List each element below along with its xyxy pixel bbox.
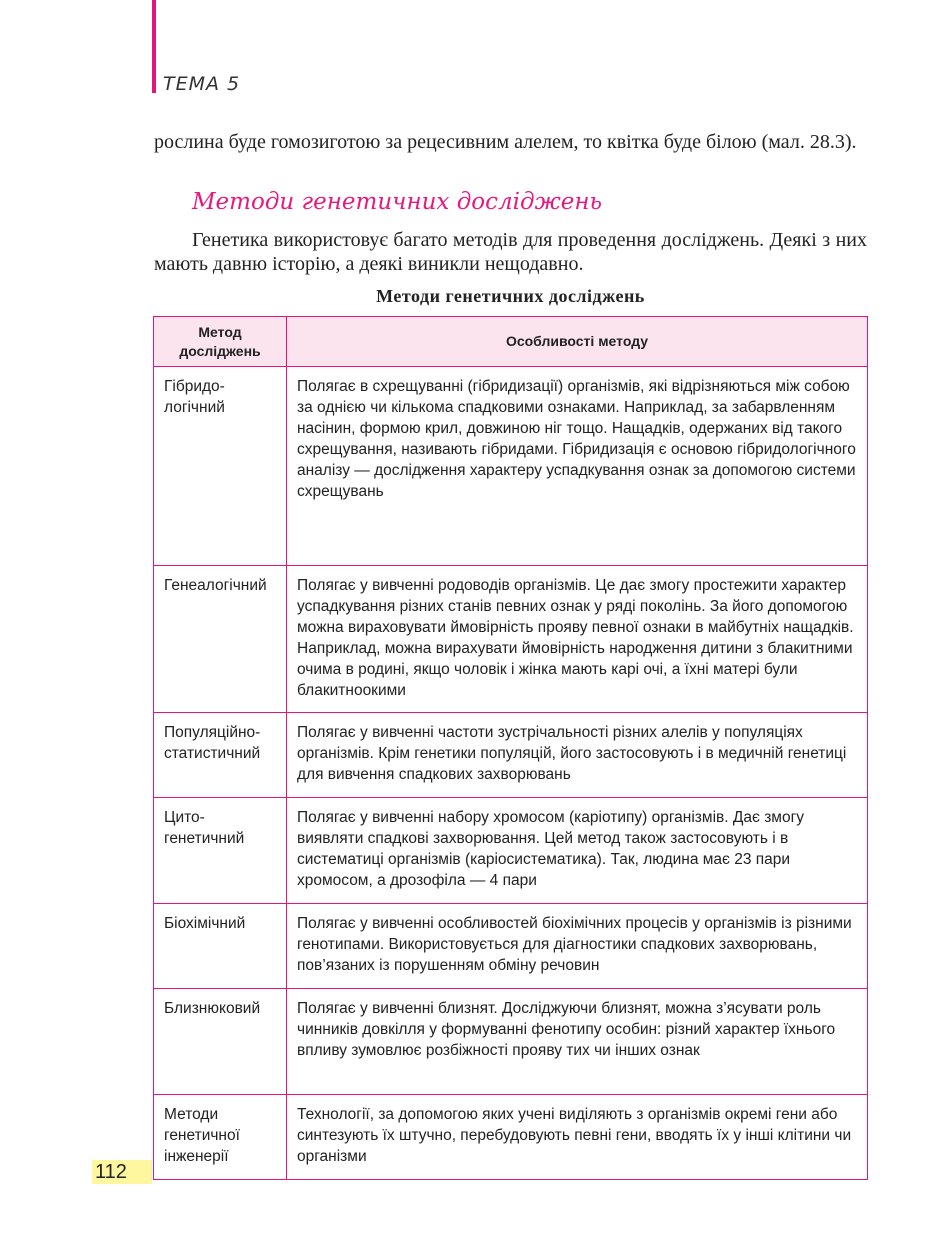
method-description: Полягає у вивченні особливостей біохімічних процесів у організмів із різними генотипами. Використовується для діагностики спадкових захворювань, пов’язаних із порушенням обміну речовин: [287, 904, 868, 989]
accent-bar: [152, 0, 156, 93]
table-caption: Методи генетичних досліджень: [376, 286, 645, 306]
intro-paragraph: рослина буде гомозиготою за рецесивним алелем, то квітка буде білою (мал. 28.3).: [154, 131, 857, 153]
method-name: Близнюковий: [154, 989, 287, 1095]
method-name: Гібридо-логічний: [154, 367, 287, 566]
method-description: Полягає у вивченні набору хромосом (каріотипу) організмів. Дає змогу виявляти спадкові захворювання. Цей метод також застосовують і в систематиці організмів (каріосистематика). Так, людина має 23 пари хромосом, а дрозофіла — 4 пари: [287, 798, 868, 904]
table-row: [154, 989, 868, 1095]
methods-table: [153, 316, 868, 1180]
header-description: Особливості методу: [287, 317, 868, 367]
method-name: Генеалогічний: [154, 566, 287, 713]
method-description: Полягає у вивченні близнят. Досліджуючи близнят, можна з’ясувати роль чинників довкілля у формуванні фенотипу особин: різний характер їхнього впливу зумовлює розбіжності прояву тих чи інших ознак: [287, 989, 868, 1095]
table-row: [154, 713, 868, 798]
page-number: 112: [92, 1160, 152, 1184]
method-name: Методи генетичної інженерії: [154, 1095, 287, 1180]
method-description: Полягає у вивченні частоти зустрічальності різних алелів у популяціях організмів. Крім генетики популяцій, його застосовують і в медичній генетиці для вивчення спадкових захворювань: [287, 713, 868, 798]
table-row: [154, 566, 868, 713]
table-row: [154, 904, 868, 989]
method-description: Полягає в схрещуванні (гібридизації) організмів, які відрізняються між собою за однією чи кількома спадковими ознаками. Наприклад, за забарвленням насінин, формою крил, довжиною ніг тощо. Нащадків, одержаних від такого схрещування, називають гібридами. Гібридизація є основою гібридологічного аналізу — дослідження характеру успадкування ознак за допомогою системи схрещувань: [287, 367, 868, 566]
method-name: Популяційно-статистичний: [154, 713, 287, 798]
method-name: Цито-генетичний: [154, 798, 287, 904]
method-description: Технології, за допомогою яких учені виділяють з організмів окремі гени або синтезують їх штучно, перебудовують певні гени, вводять їх у інші клітини чи організми: [287, 1095, 868, 1180]
method-name: Біохімічний: [154, 904, 287, 989]
section-paragraph: Генетика використовує багато методів для проведення досліджень. Деякі з них мають давню історію, а деякі виникли нещодавно.: [154, 229, 867, 275]
section-heading: Методи генетичних досліджень: [192, 189, 603, 215]
table-header-row: [154, 317, 868, 367]
topic-label: ТЕМА 5: [163, 73, 241, 95]
header-method: Метод досліджень: [154, 317, 287, 367]
table-row: [154, 367, 868, 566]
table-row: [154, 798, 868, 904]
table-row: [154, 1095, 868, 1180]
method-description: Полягає у вивченні родоводів організмів. Це дає змогу простежити характер успадкування різних станів певних ознак у ряді поколінь. За його допомогою можна вираховувати ймовірність прояву певної ознаки в майбутніх нащадків. Наприклад, можна вирахувати ймовірність народження дитини з блакитними очима в родині, якщо чоловік і жінка мають карі очі, а їхні матері були блакитноокими: [287, 566, 868, 713]
